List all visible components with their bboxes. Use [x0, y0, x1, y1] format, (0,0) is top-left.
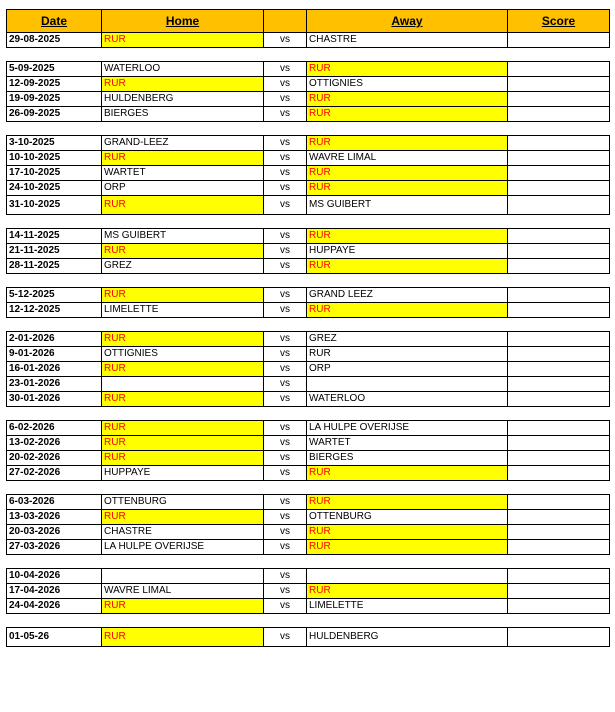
cell-vs[interactable]: vs — [264, 510, 307, 525]
cell-score[interactable] — [508, 229, 610, 244]
cell-home[interactable]: RUR — [102, 362, 264, 377]
spacer-cell — [102, 318, 264, 332]
cell-date[interactable]: 12-09-2025 — [7, 77, 102, 92]
cell-score[interactable] — [508, 628, 610, 647]
fixture-row — [7, 33, 610, 48]
cell-score[interactable] — [508, 362, 610, 377]
cell-away[interactable]: RUR — [307, 181, 508, 196]
cell-date[interactable]: 2-01-2026 — [7, 332, 102, 347]
spacer-cell — [508, 274, 610, 288]
fixture-row — [7, 628, 610, 647]
spacer-cell — [102, 614, 264, 628]
cell-away[interactable]: OTTENBURG — [307, 510, 508, 525]
cell-vs[interactable]: vs — [264, 540, 307, 555]
spacer-cell — [508, 407, 610, 421]
fixture-row — [7, 62, 610, 77]
spacer-row — [7, 318, 610, 332]
cell-home[interactable]: OTTENBURG — [102, 495, 264, 510]
fixture-row — [7, 510, 610, 525]
cell-score[interactable] — [508, 569, 610, 584]
cell-home[interactable]: RUR — [102, 421, 264, 436]
cell-score[interactable] — [508, 33, 610, 48]
cell-away[interactable]: LA HULPE OVERIJSE — [307, 421, 508, 436]
spacer-cell — [102, 215, 264, 229]
spacer-row — [7, 274, 610, 288]
fixture-row — [7, 362, 610, 377]
cell-date[interactable]: 26-09-2025 — [7, 107, 102, 122]
spacer-row — [7, 122, 610, 136]
cell-date[interactable]: 20-03-2026 — [7, 525, 102, 540]
cell-date[interactable]: 24-04-2026 — [7, 599, 102, 614]
cell-away[interactable]: WATERLOO — [307, 392, 508, 407]
cell-away[interactable]: RUR — [307, 259, 508, 274]
fixture-row — [7, 92, 610, 107]
spacer-cell — [264, 122, 307, 136]
spacer-cell — [508, 614, 610, 628]
spacer-cell — [508, 555, 610, 569]
cell-score[interactable] — [508, 436, 610, 451]
spacer-cell — [7, 215, 102, 229]
cell-home[interactable]: RUR — [102, 244, 264, 259]
spacer-cell — [508, 481, 610, 495]
cell-date[interactable]: 20-02-2026 — [7, 451, 102, 466]
cell-vs[interactable]: vs — [264, 525, 307, 540]
fixture-row — [7, 77, 610, 92]
cell-vs[interactable]: vs — [264, 244, 307, 259]
cell-away[interactable]: ORP — [307, 362, 508, 377]
spacer-cell — [102, 122, 264, 136]
cell-score[interactable] — [508, 347, 610, 362]
cell-score[interactable] — [508, 540, 610, 555]
fixtures-table — [6, 9, 610, 647]
spacer-row — [7, 407, 610, 421]
spacer-cell — [307, 48, 508, 62]
cell-away[interactable]: RUR — [307, 525, 508, 540]
cell-date[interactable]: 19-09-2025 — [7, 92, 102, 107]
fixture-row — [7, 540, 610, 555]
cell-vs[interactable]: vs — [264, 436, 307, 451]
spacer-cell — [307, 318, 508, 332]
cell-home[interactable]: RUR — [102, 451, 264, 466]
cell-score[interactable] — [508, 525, 610, 540]
cell-date[interactable]: 3-10-2025 — [7, 136, 102, 151]
cell-vs[interactable]: vs — [264, 495, 307, 510]
cell-vs[interactable]: vs — [264, 181, 307, 196]
fixture-row — [7, 421, 610, 436]
cell-score[interactable] — [508, 92, 610, 107]
cell-away[interactable]: MS GUIBERT — [307, 196, 508, 215]
fixture-row — [7, 392, 610, 407]
cell-away[interactable]: RUR — [307, 540, 508, 555]
cell-away[interactable]: BIERGES — [307, 451, 508, 466]
cell-away[interactable]: RUR — [307, 166, 508, 181]
fixture-row — [7, 332, 610, 347]
cell-date[interactable]: 14-11-2025 — [7, 229, 102, 244]
cell-home[interactable]: CHASTRE — [102, 525, 264, 540]
cell-vs[interactable]: vs — [264, 332, 307, 347]
cell-date[interactable]: 9-01-2026 — [7, 347, 102, 362]
cell-vs[interactable]: vs — [264, 421, 307, 436]
spacer-cell — [7, 274, 102, 288]
spacer-cell — [307, 215, 508, 229]
spacer-cell — [102, 274, 264, 288]
cell-date[interactable]: 29-08-2025 — [7, 33, 102, 48]
cell-away[interactable]: RUR — [307, 347, 508, 362]
cell-home[interactable]: RUR — [102, 288, 264, 303]
spacer-cell — [508, 318, 610, 332]
cell-home[interactable]: WAVRE LIMAL — [102, 584, 264, 599]
spacer-cell — [508, 215, 610, 229]
fixture-row — [7, 166, 610, 181]
cell-score[interactable] — [508, 599, 610, 614]
spacer-cell — [7, 48, 102, 62]
cell-date[interactable]: 6-02-2026 — [7, 421, 102, 436]
cell-home[interactable]: GREZ — [102, 259, 264, 274]
spacer-cell — [264, 614, 307, 628]
spacer-row — [7, 481, 610, 495]
spacer-cell — [264, 215, 307, 229]
cell-away[interactable]: GRAND LEEZ — [307, 288, 508, 303]
cell-vs[interactable]: vs — [264, 136, 307, 151]
spacer-cell — [307, 274, 508, 288]
cell-date[interactable]: 28-11-2025 — [7, 259, 102, 274]
cell-score[interactable] — [508, 303, 610, 318]
spacer-row — [7, 48, 610, 62]
spacer-cell — [264, 481, 307, 495]
fixture-row — [7, 151, 610, 166]
header-vs[interactable] — [264, 10, 307, 33]
spacer-cell — [508, 122, 610, 136]
cell-score[interactable] — [508, 466, 610, 481]
cell-date[interactable]: 01-05-26 — [7, 628, 102, 647]
spacer-cell — [264, 407, 307, 421]
cell-away[interactable]: GREZ — [307, 332, 508, 347]
fixtures-body — [7, 33, 610, 647]
fixture-row — [7, 436, 610, 451]
cell-date[interactable]: 6-03-2026 — [7, 495, 102, 510]
cell-away[interactable]: RUR — [307, 136, 508, 151]
cell-vs[interactable]: vs — [264, 33, 307, 48]
cell-home[interactable] — [102, 569, 264, 584]
cell-date[interactable]: 17-04-2026 — [7, 584, 102, 599]
cell-date[interactable]: 10-04-2026 — [7, 569, 102, 584]
cell-date[interactable]: 5-09-2025 — [7, 62, 102, 77]
spacer-cell — [7, 614, 102, 628]
cell-away[interactable]: HUPPAYE — [307, 244, 508, 259]
spacer-cell — [7, 481, 102, 495]
cell-score[interactable] — [508, 166, 610, 181]
cell-home[interactable]: RUR — [102, 599, 264, 614]
cell-away[interactable]: RUR — [307, 466, 508, 481]
cell-score[interactable] — [508, 107, 610, 122]
cell-score[interactable] — [508, 62, 610, 77]
cell-away[interactable]: RUR — [307, 62, 508, 77]
cell-score[interactable] — [508, 259, 610, 274]
cell-away[interactable]: OTTIGNIES — [307, 77, 508, 92]
fixture-row — [7, 466, 610, 481]
cell-away[interactable]: LIMELETTE — [307, 599, 508, 614]
fixture-row — [7, 107, 610, 122]
header-home[interactable]: Home — [102, 10, 264, 33]
cell-date[interactable]: 12-12-2025 — [7, 303, 102, 318]
fixture-row — [7, 244, 610, 259]
cell-vs[interactable]: vs — [264, 392, 307, 407]
header-away[interactable]: Away — [307, 10, 508, 33]
cell-vs[interactable]: vs — [264, 303, 307, 318]
cell-home[interactable]: HUPPAYE — [102, 466, 264, 481]
cell-away[interactable]: HULDENBERG — [307, 628, 508, 647]
cell-vs[interactable]: vs — [264, 569, 307, 584]
cell-away[interactable]: RUR — [307, 107, 508, 122]
cell-home[interactable]: RUR — [102, 196, 264, 215]
cell-vs[interactable]: vs — [264, 107, 307, 122]
spacer-cell — [264, 274, 307, 288]
cell-vs[interactable]: vs — [264, 259, 307, 274]
cell-score[interactable] — [508, 77, 610, 92]
cell-home[interactable]: BIERGES — [102, 107, 264, 122]
cell-date[interactable]: 13-02-2026 — [7, 436, 102, 451]
header-row — [7, 10, 610, 33]
cell-score[interactable] — [508, 584, 610, 599]
cell-date[interactable]: 30-01-2026 — [7, 392, 102, 407]
cell-date[interactable]: 27-03-2026 — [7, 540, 102, 555]
cell-home[interactable]: RUR — [102, 628, 264, 647]
cell-away[interactable]: RUR — [307, 229, 508, 244]
cell-date[interactable]: 27-02-2026 — [7, 466, 102, 481]
cell-vs[interactable]: vs — [264, 599, 307, 614]
header-date[interactable]: Date — [7, 10, 102, 33]
cell-home[interactable]: RUR — [102, 77, 264, 92]
cell-home[interactable]: MS GUIBERT — [102, 229, 264, 244]
cell-away[interactable]: RUR — [307, 303, 508, 318]
cell-date[interactable]: 24-10-2025 — [7, 181, 102, 196]
cell-date[interactable]: 21-11-2025 — [7, 244, 102, 259]
spacer-cell — [7, 407, 102, 421]
cell-home[interactable]: WARTET — [102, 166, 264, 181]
spacer-cell — [307, 407, 508, 421]
fixture-row — [7, 495, 610, 510]
cell-score[interactable] — [508, 196, 610, 215]
fixture-row — [7, 303, 610, 318]
fixture-row — [7, 229, 610, 244]
spacer-cell — [7, 122, 102, 136]
fixture-row — [7, 377, 610, 392]
cell-date[interactable]: 31-10-2025 — [7, 196, 102, 215]
cell-away[interactable]: WARTET — [307, 436, 508, 451]
fixture-row — [7, 347, 610, 362]
cell-score[interactable] — [508, 451, 610, 466]
spacer-cell — [307, 555, 508, 569]
spacer-cell — [7, 318, 102, 332]
cell-score[interactable] — [508, 181, 610, 196]
cell-date[interactable]: 13-03-2026 — [7, 510, 102, 525]
cell-home[interactable]: RUR — [102, 151, 264, 166]
spacer-cell — [307, 122, 508, 136]
cell-home[interactable]: OTTIGNIES — [102, 347, 264, 362]
cell-date[interactable]: 17-10-2025 — [7, 166, 102, 181]
fixture-row — [7, 584, 610, 599]
cell-vs[interactable]: vs — [264, 451, 307, 466]
fixture-row — [7, 288, 610, 303]
spacer-cell — [102, 555, 264, 569]
spacer-row — [7, 555, 610, 569]
cell-away[interactable]: RUR — [307, 495, 508, 510]
cell-score[interactable] — [508, 288, 610, 303]
cell-away[interactable]: RUR — [307, 92, 508, 107]
cell-away[interactable]: CHASTRE — [307, 33, 508, 48]
fixture-row — [7, 569, 610, 584]
cell-score[interactable] — [508, 332, 610, 347]
cell-score[interactable] — [508, 421, 610, 436]
cell-date[interactable]: 23-01-2026 — [7, 377, 102, 392]
cell-vs[interactable]: vs — [264, 288, 307, 303]
cell-home[interactable] — [102, 377, 264, 392]
cell-vs[interactable]: vs — [264, 347, 307, 362]
cell-score[interactable] — [508, 244, 610, 259]
cell-vs[interactable]: vs — [264, 77, 307, 92]
spacer-row — [7, 215, 610, 229]
spacer-cell — [7, 555, 102, 569]
cell-home[interactable]: RUR — [102, 332, 264, 347]
cell-score[interactable] — [508, 377, 610, 392]
spacer-row — [7, 614, 610, 628]
cell-score[interactable] — [508, 151, 610, 166]
fixture-row — [7, 136, 610, 151]
spacer-cell — [102, 481, 264, 495]
spacer-cell — [508, 48, 610, 62]
cell-home[interactable]: LIMELETTE — [102, 303, 264, 318]
cell-vs[interactable]: vs — [264, 584, 307, 599]
cell-home[interactable]: WATERLOO — [102, 62, 264, 77]
cell-vs[interactable]: vs — [264, 151, 307, 166]
fixture-row — [7, 451, 610, 466]
cell-away[interactable] — [307, 569, 508, 584]
fixture-row — [7, 599, 610, 614]
fixture-row — [7, 181, 610, 196]
cell-vs[interactable]: vs — [264, 628, 307, 647]
spacer-cell — [307, 614, 508, 628]
fixture-row — [7, 259, 610, 274]
cell-home[interactable]: RUR — [102, 33, 264, 48]
spacer-cell — [264, 555, 307, 569]
cell-vs[interactable]: vs — [264, 62, 307, 77]
spacer-cell — [102, 407, 264, 421]
cell-score[interactable] — [508, 392, 610, 407]
cell-vs[interactable]: vs — [264, 229, 307, 244]
cell-score[interactable] — [508, 495, 610, 510]
cell-home[interactable]: GRAND-LEEZ — [102, 136, 264, 151]
header-score[interactable]: Score — [508, 10, 610, 33]
cell-vs[interactable]: vs — [264, 377, 307, 392]
cell-score[interactable] — [508, 510, 610, 525]
spacer-cell — [102, 48, 264, 62]
cell-vs[interactable]: vs — [264, 166, 307, 181]
cell-away[interactable]: WAVRE LIMAL — [307, 151, 508, 166]
cell-vs[interactable]: vs — [264, 92, 307, 107]
cell-vs[interactable]: vs — [264, 196, 307, 215]
cell-home[interactable]: RUR — [102, 510, 264, 525]
spacer-cell — [264, 318, 307, 332]
cell-vs[interactable]: vs — [264, 362, 307, 377]
cell-away[interactable] — [307, 377, 508, 392]
spacer-cell — [307, 481, 508, 495]
cell-home[interactable]: ORP — [102, 181, 264, 196]
fixture-row — [7, 196, 610, 215]
cell-home[interactable]: HULDENBERG — [102, 92, 264, 107]
cell-date[interactable]: 16-01-2026 — [7, 362, 102, 377]
cell-score[interactable] — [508, 136, 610, 151]
cell-date[interactable]: 5-12-2025 — [7, 288, 102, 303]
cell-home[interactable]: LA HULPE OVERIJSE — [102, 540, 264, 555]
fixture-row — [7, 525, 610, 540]
fixtures-sheet — [6, 9, 610, 647]
cell-home[interactable]: RUR — [102, 436, 264, 451]
spacer-cell — [264, 48, 307, 62]
cell-date[interactable]: 10-10-2025 — [7, 151, 102, 166]
cell-vs[interactable]: vs — [264, 466, 307, 481]
cell-home[interactable]: RUR — [102, 392, 264, 407]
cell-away[interactable]: RUR — [307, 584, 508, 599]
